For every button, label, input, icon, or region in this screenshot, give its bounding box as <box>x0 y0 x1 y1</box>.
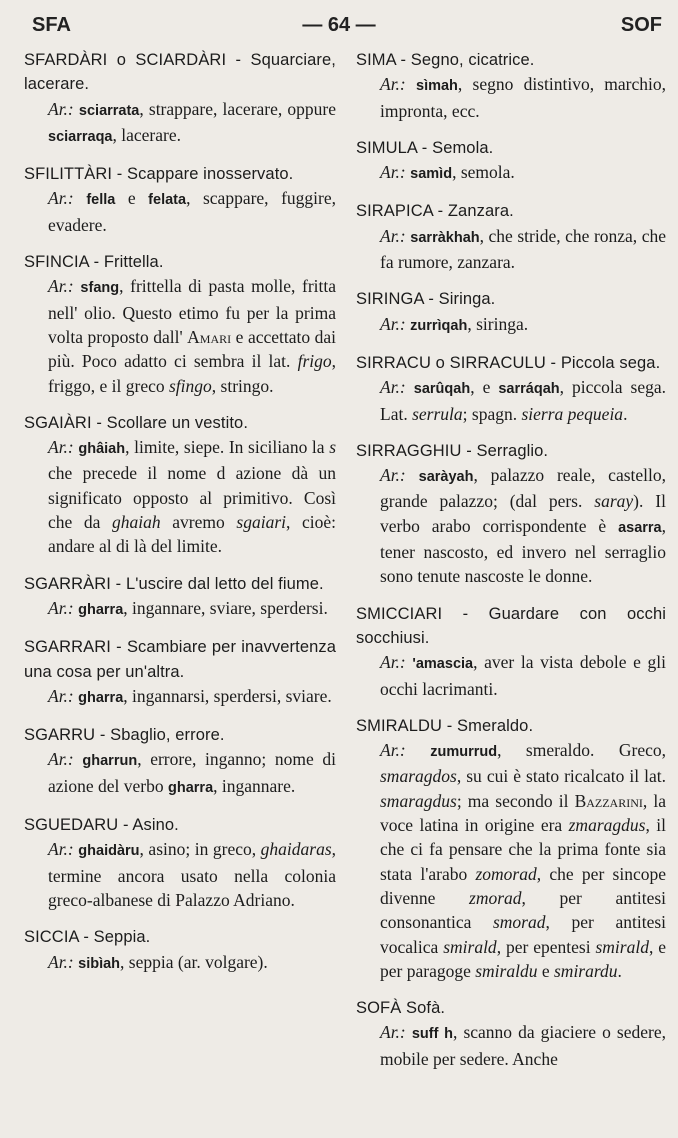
dictionary-entry <box>356 602 666 701</box>
language-label: Ar.: <box>48 437 74 458</box>
arabic-term: gharrun <box>82 753 138 770</box>
left-column <box>24 48 336 1138</box>
entry-text: e <box>115 188 149 209</box>
entry-text: e accettato dai più. Poco adatto ci sembra il lat. <box>48 326 336 372</box>
entry-etymology <box>356 224 666 275</box>
entry-text: ; ma secondo il <box>456 790 575 811</box>
arabic-term: sibìah <box>78 955 121 972</box>
entry-text: , il che ci fa pensare che la prima fonte sia stata l'arabo <box>380 815 666 884</box>
dictionary-entry <box>356 714 666 983</box>
arabic-term: sfang <box>80 280 120 297</box>
language-label: Ar.: <box>48 685 74 706</box>
entry-text: , termine ancora usato nella colonia greco-albanese di Palazzo Adriano. <box>48 839 337 910</box>
entry-etymology <box>24 435 336 558</box>
arabic-term: ghaidàru <box>78 843 140 860</box>
language-label: Ar.: <box>380 740 406 761</box>
arabic-term: sciarrata <box>78 102 140 119</box>
entry-text: Amari <box>187 326 232 347</box>
language-label: Ar.: <box>380 313 406 334</box>
entry-headword: SFARDÀRI o SCIARDÀRI - Squarciare, lacerare. <box>24 51 336 94</box>
dictionary-entry <box>356 136 666 187</box>
entry-etymology <box>356 1020 666 1071</box>
entry-headword: SMICCIARI - Guardare con occhi socchiusi. <box>356 604 666 647</box>
arabic-term: saràyah <box>418 469 474 486</box>
entry-headword: SIRRACU o SIRRACULU - Piccola sega. <box>356 353 661 372</box>
dictionary-entry <box>24 572 336 623</box>
entry-etymology <box>24 950 336 976</box>
arabic-term: sarûqah <box>413 381 471 398</box>
arabic-term: samìd <box>410 166 453 183</box>
entry-etymology <box>356 160 666 186</box>
entry-text: frigo <box>297 351 332 372</box>
entry-text: smaragdos <box>380 766 457 787</box>
arabic-term: sciarraqa <box>48 128 113 145</box>
entry-text: avremo <box>160 512 237 533</box>
entry-text: , che stride, che ronza, che fa rumore, zanzara. <box>380 225 666 273</box>
language-label: Ar.: <box>48 839 74 860</box>
entry-headword: SFINCIA - Frittella. <box>24 253 164 272</box>
entry-headword: SIRAPICA - Zanzara. <box>356 202 514 221</box>
entry-text: , e <box>470 377 499 398</box>
entry-headword: SIMA - Segno, cicatrice. <box>356 51 535 69</box>
entry-text: , smeraldo. Greco, <box>497 740 666 761</box>
dictionary-entry <box>356 351 666 426</box>
entry-text: . <box>617 960 622 981</box>
entry-text: , su cui è stato ricalcato il lat. <box>456 766 666 787</box>
entry-text: , segno distintivo, marchio, impronta, ecc. <box>380 74 666 121</box>
entry-text: sierra pequeia <box>521 403 624 424</box>
entry-etymology <box>24 837 336 912</box>
entry-text: , per epentesi <box>496 936 596 957</box>
entry-text: ghaiah <box>112 512 161 533</box>
entry-text: , friggo, e il greco <box>48 351 336 396</box>
language-label: Ar.: <box>380 465 406 486</box>
entry-text: zmorad <box>469 887 522 908</box>
arabic-term: sarràkhah <box>410 229 480 246</box>
entry-etymology <box>356 72 666 123</box>
entry-text: smirald <box>443 936 497 957</box>
entry-text: smirald <box>595 936 649 957</box>
dictionary-entry <box>24 925 336 976</box>
entry-etymology <box>356 650 666 701</box>
language-label: Ar.: <box>48 98 74 119</box>
entry-headword: SICCIA - Seppia. <box>24 928 151 947</box>
entry-text: che precede il nome d azione dà un significato opposto al primitivo. Così che da <box>48 463 336 533</box>
header-left-guide-word: SFA <box>32 14 71 36</box>
entry-headword: SGUEDARU - Asino. <box>24 816 179 835</box>
entry-text: sfingo <box>169 375 212 396</box>
entry-text: , ingannarsi, sperdersi, sviare. <box>123 685 332 706</box>
entry-text: , siringa. <box>467 313 529 334</box>
entry-text <box>406 74 416 94</box>
entry-text: , tener nascosto, ed invero nel serraglio sono tenute nascoste le donne. <box>380 515 666 587</box>
dictionary-entry <box>356 48 666 123</box>
entry-headword: SGARRU - Sbaglio, errore. <box>24 726 225 745</box>
language-label: Ar.: <box>48 597 74 618</box>
dictionary-entry <box>356 199 666 274</box>
dictionary-entry <box>24 411 336 559</box>
entry-text: smirardu <box>554 960 618 981</box>
entry-text: serrula <box>412 403 463 424</box>
entry-text: zomorad <box>475 863 537 884</box>
entry-text: ; spagn. <box>462 403 522 424</box>
entry-text: s <box>329 437 336 458</box>
language-label: Ar.: <box>380 74 406 95</box>
arabic-term: zurrìqah <box>410 317 468 334</box>
entry-headword: SIRRAGGHIU - Serraglio. <box>356 441 549 460</box>
entry-text: , scanno da giaciere o sedere, mobile per sedere. Anche <box>380 1022 666 1069</box>
entry-text: , e per paragoge <box>380 936 666 981</box>
entry-text <box>74 188 87 208</box>
entry-etymology <box>356 463 666 588</box>
entry-text: smorad <box>492 912 546 933</box>
right-column <box>356 48 666 1138</box>
entry-text: , piccola sega. Lat. <box>380 377 667 424</box>
entry-text: , scappare, fuggire, evadere. <box>48 188 336 235</box>
arabic-term: gharra <box>168 779 214 796</box>
entry-text <box>406 740 430 760</box>
entry-text: , aver la vista debole e gli occhi lacrimanti. <box>380 652 666 699</box>
entry-etymology <box>356 738 666 983</box>
entry-headword: SMIRALDU - Smeraldo. <box>356 716 534 735</box>
entry-headword: SFILITTÀRI - Scappare inosservato. <box>24 165 294 184</box>
entry-text: , stringo. <box>211 375 274 396</box>
entry-text: , lacerare. <box>112 124 181 145</box>
entry-headword: SIMULA - Semola. <box>356 138 494 157</box>
page-number: — 64 — <box>302 14 376 36</box>
entry-text: , limite, siepe. In siciliano la <box>125 437 330 458</box>
entry-text: smaragdus <box>380 790 457 811</box>
language-label: Ar.: <box>48 951 74 972</box>
entry-text <box>406 465 419 485</box>
entry-etymology <box>24 596 336 622</box>
arabic-term: fella <box>86 192 116 209</box>
entry-text: sgaiari <box>236 512 286 533</box>
entry-text: ghaidaras <box>260 839 332 860</box>
arabic-term: zumurrud <box>430 744 498 761</box>
entry-text: smiraldu <box>475 960 538 981</box>
arabic-term: ghâiah <box>78 441 126 458</box>
entry-text: Bazzarini <box>574 790 643 811</box>
entry-text: , semola. <box>452 162 515 183</box>
dictionary-entry <box>24 813 336 912</box>
entry-etymology <box>24 747 336 800</box>
entry-text: , frittella di pasta molle, fritta nell' olio. Questo etimo fu per la prima volta proposto dall' <box>48 276 337 347</box>
entry-text: , la voce latina in origine era <box>380 790 666 836</box>
entry-text: , palazzo reale, castello, grande palazzo; (dal pers. <box>380 465 667 512</box>
dictionary-entry <box>24 48 336 149</box>
dictionary-entry <box>356 996 666 1071</box>
header-right-guide-word: SOF <box>620 14 662 36</box>
entry-text: , che per sincope divenne <box>380 863 666 908</box>
page-header <box>0 8 678 40</box>
arabic-term: sarráqah <box>498 381 560 398</box>
entry-text: zmaragdus <box>568 815 646 836</box>
dictionary-entry <box>24 250 336 398</box>
entry-etymology <box>24 684 336 710</box>
entry-text: saray <box>594 491 634 512</box>
entry-text: . <box>623 403 628 424</box>
arabic-term: sìmah <box>416 78 458 95</box>
dictionary-entry <box>24 723 336 800</box>
arabic-term: suff h <box>411 1026 453 1043</box>
language-label: Ar.: <box>380 162 406 183</box>
language-label: Ar.: <box>380 225 406 246</box>
entry-text: , seppia (ar. volgare). <box>120 951 268 972</box>
entry-etymology <box>356 375 666 426</box>
entry-text: , per antitesi consonantica <box>380 887 667 933</box>
entry-text <box>406 377 414 397</box>
entry-headword: SGARRARI - Scambiare per inavvertenza una cosa per un'altra. <box>24 638 336 681</box>
language-label: Ar.: <box>48 188 74 209</box>
dictionary-entry <box>24 162 336 237</box>
dictionary-entry <box>356 287 666 338</box>
arabic-term: gharra <box>78 689 124 706</box>
entry-headword: SGARRÀRI - L'uscire dal letto del fiume. <box>24 574 324 593</box>
language-label: Ar.: <box>48 749 74 770</box>
arabic-term: gharra <box>78 601 124 618</box>
entry-text: e <box>537 960 554 981</box>
entry-etymology <box>356 312 666 338</box>
entry-etymology <box>24 274 336 397</box>
entry-text: ). Il verbo arabo corrispondente è <box>380 491 666 536</box>
entry-text: , errore, inganno; nome di azione del verbo <box>48 749 336 796</box>
dictionary-entry <box>24 635 336 710</box>
language-label: Ar.: <box>380 1022 406 1043</box>
arabic-term: asarra <box>618 519 662 536</box>
entry-headword: SIRINGA - Siringa. <box>356 290 496 309</box>
language-label: Ar.: <box>48 276 74 297</box>
entry-etymology <box>24 97 336 150</box>
entry-text: , cioè: andare al di là del limite. <box>48 512 336 557</box>
entry-headword: SOFÀ Sofà. <box>356 999 446 1018</box>
entry-text: , per antitesi vocalica <box>380 912 667 957</box>
dictionary-entry <box>356 439 666 589</box>
entry-text: , ingannare, sviare, sperdersi. <box>123 597 328 618</box>
arabic-term: felata <box>148 192 187 209</box>
arabic-term: 'amascia <box>412 656 474 673</box>
language-label: Ar.: <box>380 652 406 673</box>
language-label: Ar.: <box>380 377 406 398</box>
entry-etymology <box>24 186 336 237</box>
entry-text: , asino; in greco, <box>139 839 261 860</box>
entry-text: , strappare, lacerare, oppure <box>139 98 336 119</box>
entry-text: , ingannare. <box>213 775 296 796</box>
entry-headword: SGAIÀRI - Scollare un vestito. <box>24 413 249 432</box>
